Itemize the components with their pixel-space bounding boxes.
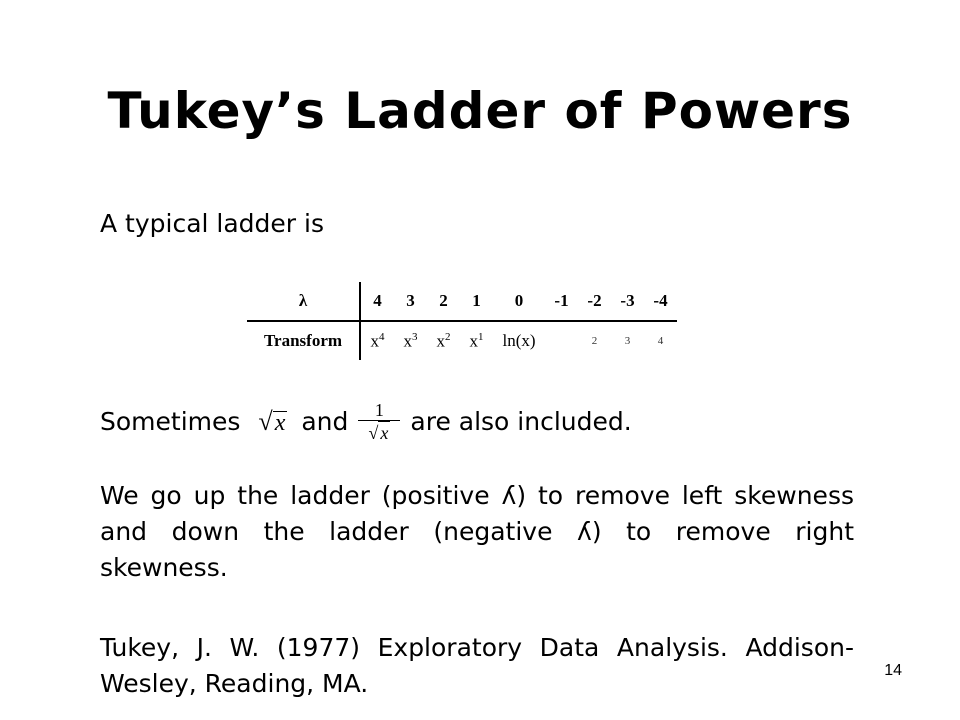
page-number: 14 bbox=[884, 662, 902, 679]
lambda-value: 2 bbox=[427, 282, 460, 321]
lambda-value: 4 bbox=[360, 282, 394, 321]
lambda-value: -4 bbox=[644, 282, 677, 321]
lambda-value: -1 bbox=[545, 282, 578, 321]
transform-cell: $x^4$ bbox=[370, 330, 385, 351]
reference-text: Tukey, J. W. (1977) Exploratory Data Analysis. Addison-Wesley, Reading, MA. bbox=[100, 633, 854, 698]
inverse-sqrt-formula: 1 √ x bbox=[358, 400, 400, 444]
slide-title: Tukey’s Ladder of Powers bbox=[107, 82, 853, 140]
transform-cell-empty bbox=[545, 321, 578, 360]
ladder-transform-row bbox=[247, 321, 677, 360]
lambda-header: λ bbox=[247, 282, 360, 321]
sqrt-formula: √ x bbox=[258, 407, 286, 436]
sometimes-text: Sometimes bbox=[100, 407, 241, 436]
lambda-value: 3 bbox=[394, 282, 427, 321]
lambda-value: -3 bbox=[611, 282, 644, 321]
transform-cell-faint: 3 bbox=[624, 335, 631, 347]
explanation-paragraph: We go up the ladder (positive ʎ) to remove left skewness and down the ladder (negative ʎ) to remove right skewness. bbox=[100, 481, 854, 582]
transform-header: Transform bbox=[247, 321, 360, 360]
lambda-value: 1 bbox=[460, 282, 493, 321]
transform-cell-faint: 2 bbox=[591, 335, 598, 347]
transform-cell: $x^3$ bbox=[403, 330, 418, 351]
sometimes-line bbox=[100, 400, 854, 443]
intro-text: A typical ladder is bbox=[100, 209, 324, 238]
ladder-table bbox=[247, 282, 677, 360]
ladder-lambda-row bbox=[247, 282, 677, 321]
transform-cell: $x^1$ bbox=[469, 330, 484, 351]
lambda-value: 0 bbox=[493, 282, 545, 321]
transform-cell: $x^2$ bbox=[436, 330, 451, 351]
transform-cell-faint: 4 bbox=[657, 335, 664, 347]
lambda-value: -2 bbox=[578, 282, 611, 321]
and-text: and bbox=[301, 407, 349, 436]
transform-cell: ln(x) bbox=[502, 331, 536, 350]
included-text: are also included. bbox=[410, 407, 632, 436]
